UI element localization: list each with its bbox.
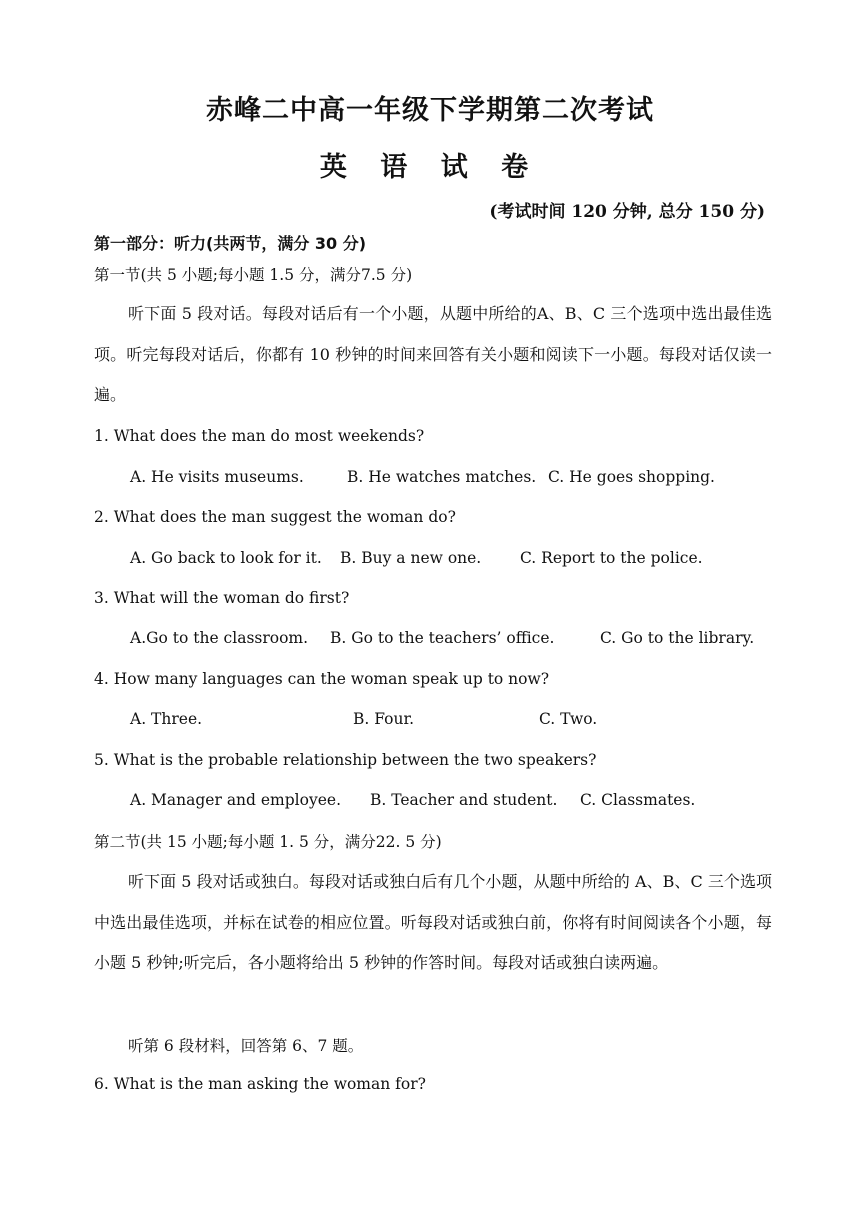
q2-option-c: C. Report to the police. xyxy=(520,549,703,567)
q1-option-c: C. He goes shopping. xyxy=(548,468,715,486)
q4-option-c: C. Two. xyxy=(539,710,598,728)
question-4: 4. How many languages can the woman speak up to now? xyxy=(94,670,550,688)
exam-title: 赤峰二中高一年级下学期第二次考试 xyxy=(206,95,654,126)
question-6: 6. What is the man asking the woman for? xyxy=(94,1075,426,1093)
question-3: 3. What will the woman do first? xyxy=(94,589,350,607)
q5-option-c: C. Classmates. xyxy=(580,791,696,809)
exam-info: (考试时间 120 分钟, 总分 150 分) xyxy=(489,202,765,222)
section2-instructions: 听下面 5 段对话或独白。每段对话或独白后有几个小题，从题中所给的 A、B、C 三个选项中选出最佳选项，并标在试卷的相应位置。听每段对话或独白前，你将有时间阅读各个小题，每小题 5 秒钟;听完后，各小题将给出 5 秒钟的作答时间。每段对话或独白读两遍。 xyxy=(94,872,772,972)
material-note: 听第 6 段材料，回答第 6、7 题。 xyxy=(128,1037,364,1055)
exam-subtitle: 英 语 试 卷 xyxy=(319,152,541,183)
q5-option-b: B. Teacher and student. xyxy=(370,791,558,809)
q4-option-a: A. Three. xyxy=(130,710,203,728)
question-1: 1. What does the man do most weekends? xyxy=(94,427,425,445)
q4-option-b: B. Four. xyxy=(353,710,415,728)
q1-option-a: A. He visits museums. xyxy=(130,468,304,486)
q5-option-a: A. Manager and employee. xyxy=(130,791,341,809)
section1-instructions: 听下面 5 段对话。每段对话后有一个小题，从题中所给的A、B、C 三个选项中选出最佳选项。听完每段对话后，你都有 10 秒钟的时间来回答有关小题和阅读下一小题。每段对话仅读一遍。 xyxy=(94,304,772,404)
q1-option-b: B. He watches matches. xyxy=(347,468,537,486)
part1-heading: 第一部分：听力(共两节，满分 30 分) xyxy=(94,234,367,253)
q3-option-a: A.Go to the classroom. xyxy=(130,629,309,647)
question-5: 5. What is the probable relationship between the two speakers? xyxy=(94,751,597,769)
q2-option-a: A. Go back to look for it. xyxy=(130,549,322,567)
section1-heading: 第一节(共 5 小题;每小题 1.5 分，满分7.5 分) xyxy=(94,266,413,284)
q2-option-b: B. Buy a new one. xyxy=(340,549,482,567)
q3-option-c: C. Go to the library. xyxy=(600,629,755,647)
q3-option-b: B. Go to the teachers’ office. xyxy=(330,629,555,647)
section2-heading: 第二节(共 15 小题;每小题 1. 5 分，满分22. 5 分) xyxy=(94,833,442,851)
question-2: 2. What does the man suggest the woman do? xyxy=(94,508,456,526)
